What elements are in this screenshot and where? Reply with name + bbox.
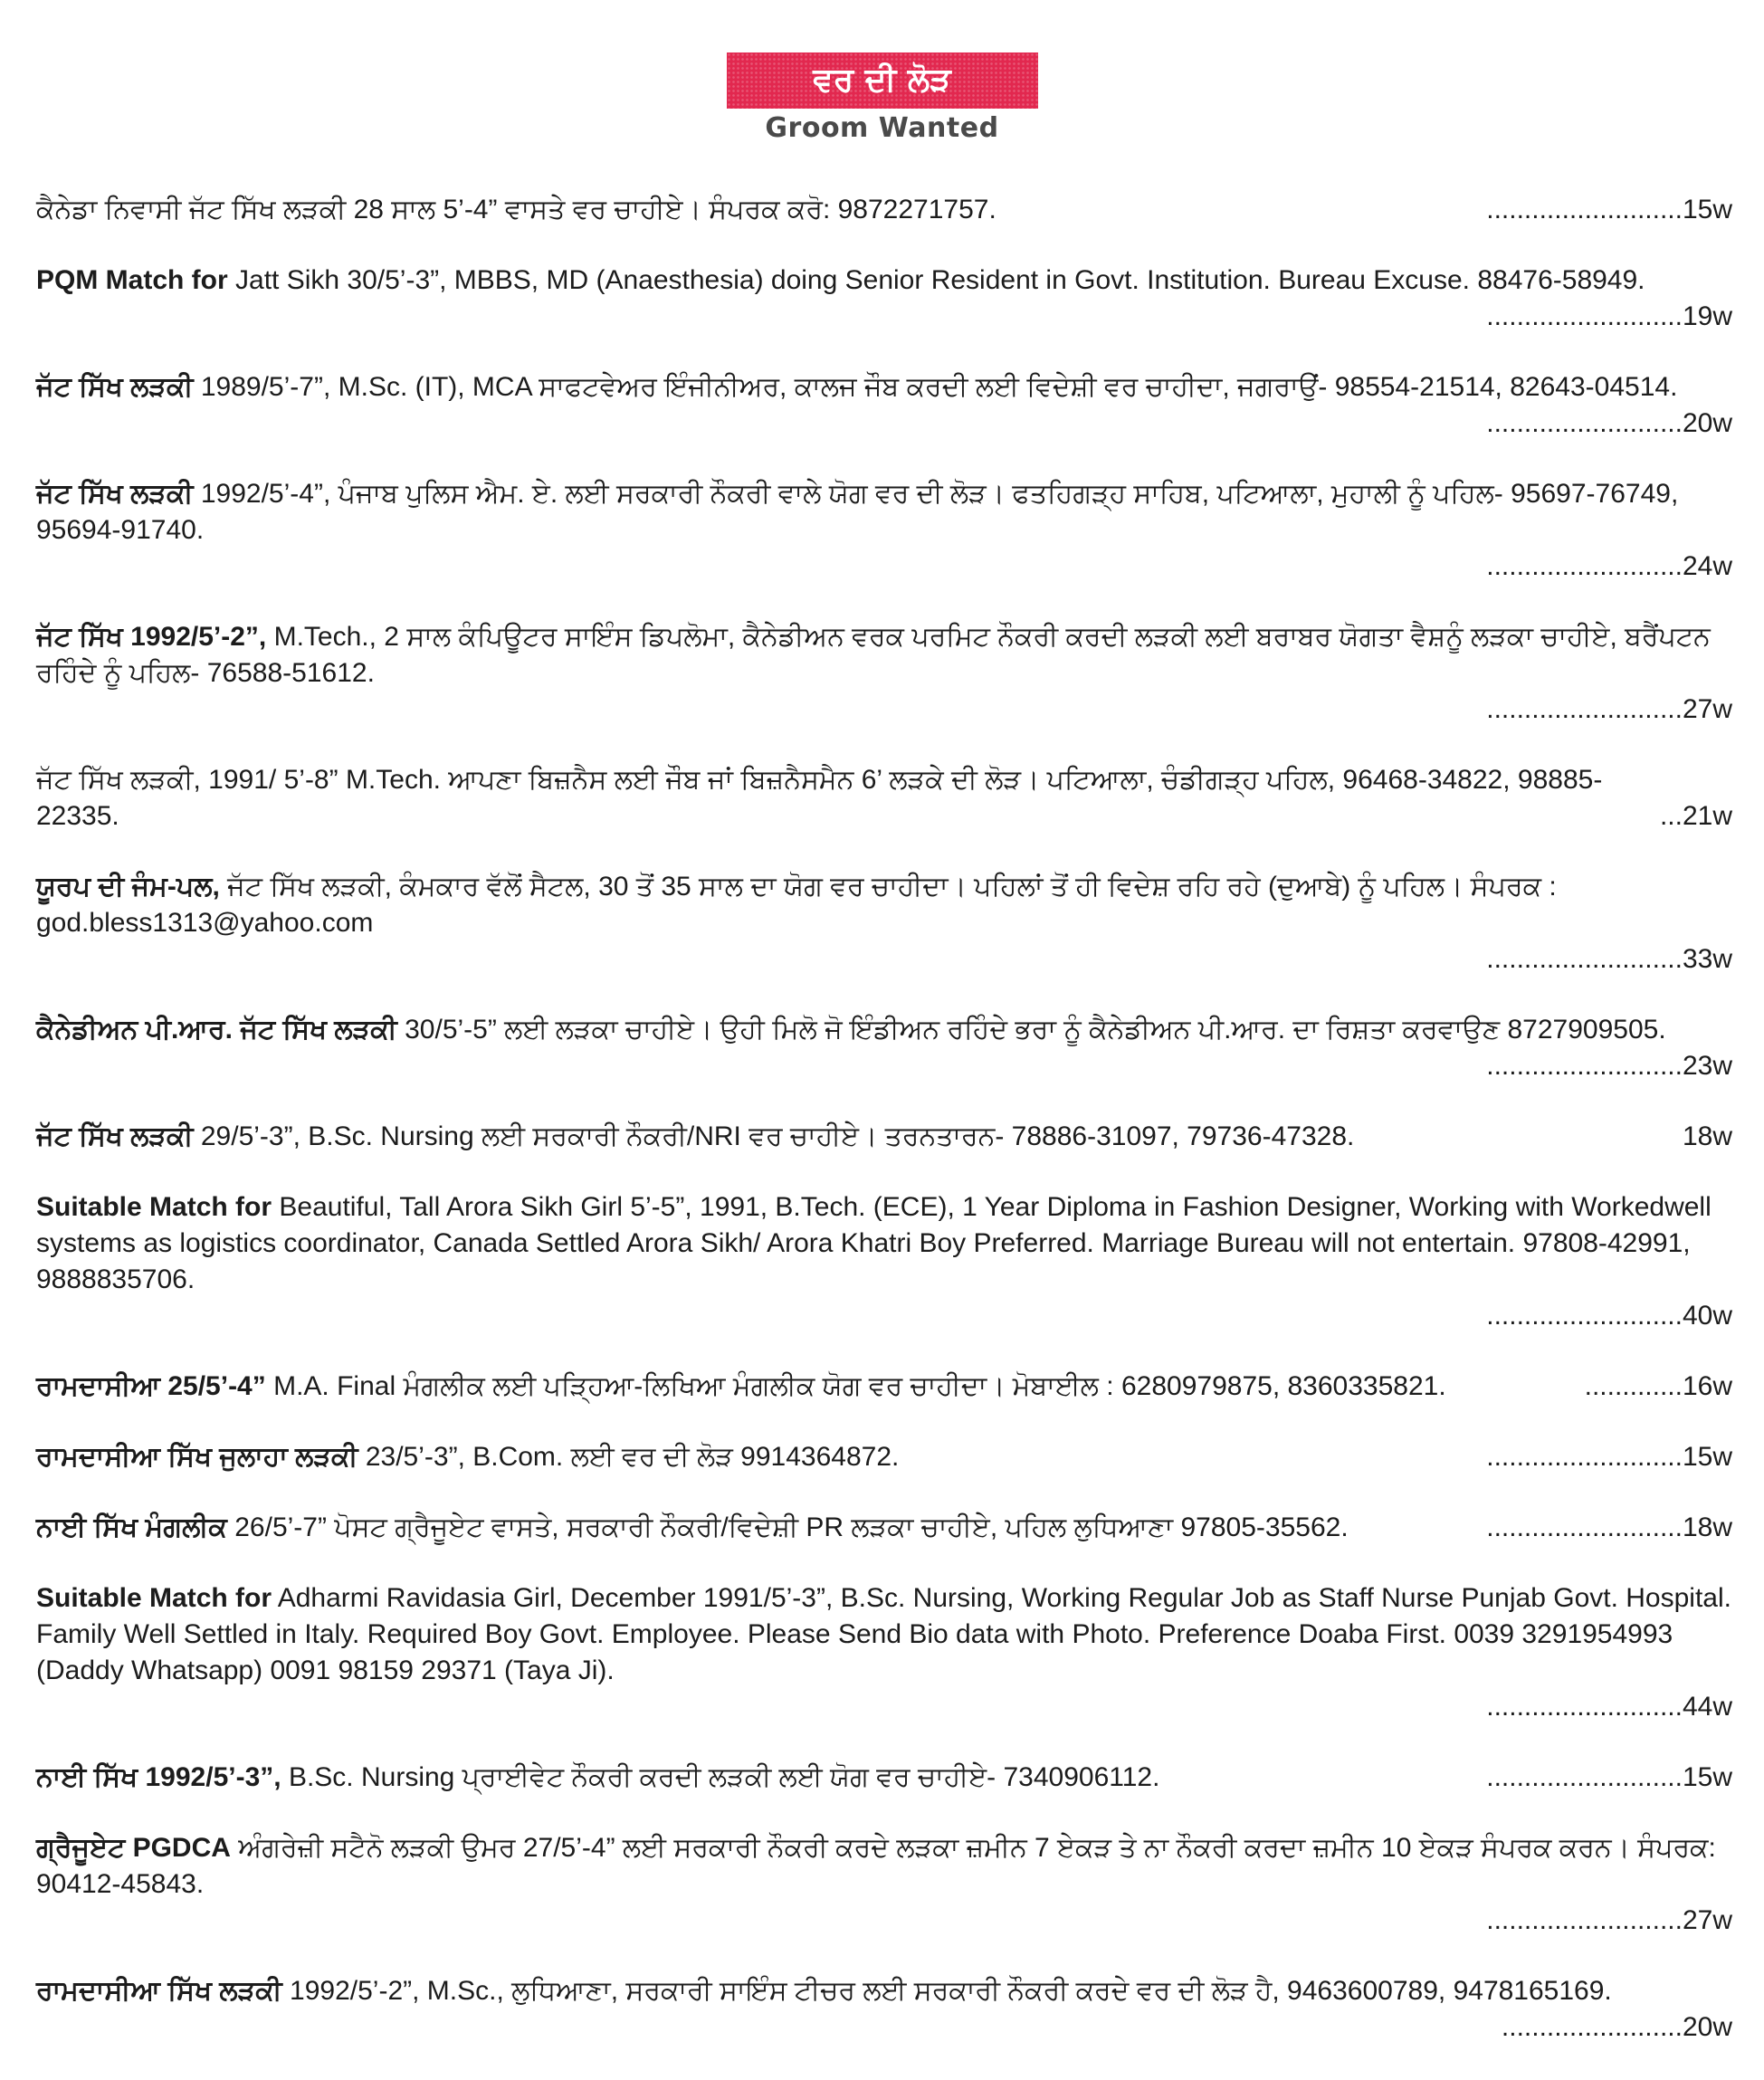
ad-text [36,1510,1475,1546]
ad-code: ..........................27w [1486,1905,1732,1935]
ad-body: Jatt Sikh 30/5’-3”, MBBS, MD (Anaesthesia) doing Senior Resident in Govt. Institution. Bureau Excuse. 88476-58949. [235,265,1645,295]
classified-ad [36,1439,1732,1475]
ad-lead: Suitable Match for [36,1192,272,1222]
ad-text [36,1012,1732,1048]
ad-lead: ਜੱਟ ਸਿੱਖ ਲੜਕੀ [36,1121,194,1151]
classified-ad [36,1012,1732,1084]
ad-lead: PQM Match for [36,265,228,295]
ad-lead: ਜੱਟ ਸਿੱਖ ਲੜਕੀ [36,479,194,509]
classified-ad [36,262,1732,335]
ad-code: ........................20w [1501,2012,1732,2042]
section-subtitle: Groom Wanted [765,112,999,144]
ad-text [36,1830,1732,1903]
ad-text [36,1580,1732,1689]
ad-text [36,762,1649,835]
ad-body: 26/5’-7” ਪੋਸਟ ਗ੍ਰੈਜੂਏਟ ਵਾਸਤੇ, ਸਰਕਾਰੀ ਨੌਕਰੀ/ਵਿਦੇਸ਼ੀ PR ਲੜਕਾ ਚਾਹੀਏ, ਪਹਿਲ ਲੁਧਿਆਣਾ 97805-35562. [234,1512,1349,1542]
ad-code: ...21w [1659,801,1732,831]
ad-body: ਅੰਗਰੇਜ਼ੀ ਸਟੈਨੋ ਲੜਕੀ ਉਮਰ 27/5’-4” ਲਈ ਸਰਕਾਰੀ ਨੌਕਰੀ ਕਰਦੇ ਲੜਕਾ ਜ਼ਮੀਨ 7 ਏਕੜ ਤੇ ਨਾ ਨੌਕਰੀ ਕਰਦਾ ਜ਼ਮੀਨ 10 ਏਕੜ ਸੰਪਰਕ ਕਰਨ। ਸੰਪਰਕ: 90412-45843. [36,1833,1716,1899]
ad-body: 30/5’-5” ਲਈ ਲੜਕਾ ਚਾਹੀਏ। ਉਹੀ ਮਿਲੋ ਜੋ ਇੰਡੀਅਨ ਰਹਿੰਦੇ ਭਰਾ ਨੂੰ ਕੈਨੇਡੀਅਨ ਪੀ.ਆਰ. ਦਾ ਰਿਸ਼ਤਾ ਕਰਵਾਉਣ 8727909505. [405,1015,1666,1045]
ad-text [36,869,1732,941]
ad-code: ..........................15w [1486,1442,1732,1472]
ad-body: M.Tech., 2 ਸਾਲ ਕੰਪਿਊਟਰ ਸਾਇੰਸ ਡਿਪਲੋਮਾ, ਕੈਨੇਡੀਅਨ ਵਰਕ ਪਰਮਿਟ ਨੌਕਰੀ ਕਰਦੀ ਲੜਕੀ ਲਈ ਬਰਾਬਰ ਯੋਗਤਾ ਵੈਸ਼ਨੂੰ ਲੜਕਾ ਚਾਹੀਏ, ਬਰੈਂਪਟਨ ਰਹਿੰਦੇ ਨੂੰ ਪਹਿਲ- 76588-51612. [36,622,1711,688]
ad-text [36,369,1732,406]
classified-ad [36,1973,1732,2046]
section-header [0,52,1764,144]
section-title-banner: ਵਰ ਦੀ ਲੋੜ [727,52,1038,109]
ad-lead: ਕੈਨੇਡੀਅਨ ਪੀ.ਆਰ. ਜੱਟ ਸਿੱਖ ਲੜਕੀ [36,1015,397,1045]
ad-body: 1989/5’-7”, M.Sc. (IT), MCA ਸਾਫਟਵੇਅਰ ਇੰਜੀਨੀਅਰ, ਕਾਲਜ ਜੌਬ ਕਰਦੀ ਲਈ ਵਿਦੇਸ਼ੀ ਵਰ ਚਾਹੀਦਾ, ਜਗਰਾਉਂ- 98554-21514, 82643-04514. [200,372,1678,402]
ad-code: ..........................33w [1486,944,1732,974]
ad-lead: ਰਾਮਦਾਸੀਆ ਸਿੱਖ ਲੜਕੀ [36,1976,282,2006]
ad-body: ਜੱਟ ਸਿੱਖ ਲੜਕੀ, ਕੰਮਕਾਰ ਵੱਲੋਂ ਸੈਟਲ, 30 ਤੋਂ 35 ਸਾਲ ਦਾ ਯੋਗ ਵਰ ਚਾਹੀਦਾ। ਪਹਿਲਾਂ ਤੋਂ ਹੀ ਵਿਦੇਸ਼ ਰਹਿ ਰਹੇ (ਦੁਆਬੇ) ਨੂੰ ਪਹਿਲ। ਸੰਪਰਕ : god.bless1313@yahoo.com [36,872,1557,938]
ad-text [36,1439,1475,1475]
ad-body: M.A. Final ਮੰਗਲੀਕ ਲਈ ਪੜ੍ਹਿਆ-ਲਿਖਿਆ ਮੰਗਲੀਕ ਯੋਗ ਵਰ ਚਾਹੀਦਾ। ਮੋਬਾਈਲ : 6280979875, 8360335821. [273,1371,1446,1401]
ad-text [36,262,1732,299]
ad-code: ..........................27w [1486,694,1732,724]
ad-text [36,1189,1732,1298]
ad-text [36,1973,1732,2009]
ad-code: ..........................23w [1486,1051,1732,1081]
classified-ad [36,869,1732,978]
ad-body: 29/5’-3”, B.Sc. Nursing ਲਈ ਸਰਕਾਰੀ ਨੌਕਰੀ/NRI ਵਰ ਚਾਹੀਏ। ਤਰਨਤਾਰਨ- 78886-31097, 79736-47328. [200,1121,1355,1151]
ad-lead: ਯੂਰਪ ਦੀ ਜੰਮ-ਪਲ, [36,872,220,902]
classified-ad [36,619,1732,728]
ad-body: Beautiful, Tall Arora Sikh Girl 5’-5”, 1991, B.Tech. (ECE), 1 Year Diploma in Fashion Designer, Working with Workedwell systems as logistics coordinator, Canada Settled Arora Sikh/ Arora Khatri Boy Preferred. Marriage Bureau will not entertain. 97808-42991, 9888835706. [36,1192,1712,1294]
ad-code: ..........................15w [1486,195,1732,224]
classified-ad [36,369,1732,442]
ad-code: 18w [1682,1121,1732,1151]
ad-text [36,192,1475,228]
ad-body: ਕੈਨੇਡਾ ਨਿਵਾਸੀ ਜੱਟ ਸਿੱਖ ਲੜਕੀ 28 ਸਾਲ 5’-4” ਵਾਸਤੇ ਵਰ ਚਾਹੀਏ। ਸੰਪਰਕ ਕਰੋ: 9872271757. [36,195,996,224]
classified-ad [36,476,1732,585]
classified-ad [36,1119,1732,1155]
ad-lead: ਰਾਮਦਾਸੀਆ 25/5’-4” [36,1371,266,1401]
classified-ad [36,1189,1732,1334]
ad-code: .............16w [1584,1371,1732,1401]
classified-ad [36,762,1732,835]
classified-ad [36,192,1732,228]
ad-lead: ਨਾਈ ਸਿੱਖ ਮੰਗਲੀਕ [36,1512,227,1542]
ad-code: ..........................15w [1486,1762,1732,1792]
ad-text [36,619,1732,692]
classified-ad [36,1760,1732,1796]
ad-code: ..........................24w [1486,551,1732,581]
ad-lead: ਰਾਮਦਾਸੀਆ ਸਿੱਖ ਜੁਲਾਹਾ ਲੜਕੀ [36,1442,358,1472]
ad-text [36,1369,1574,1405]
ad-code: ..........................20w [1486,408,1732,438]
classified-ad [36,1369,1732,1405]
classified-listings [36,192,1732,2080]
classified-ad [36,1510,1732,1546]
ad-lead: Suitable Match for [36,1583,272,1613]
ad-text [36,1760,1475,1796]
ad-text [36,476,1732,549]
ad-body: 23/5’-3”, B.Com. ਲਈ ਵਰ ਦੀ ਲੋੜ 9914364872. [365,1442,900,1472]
classified-ad [36,1580,1732,1725]
ad-body: 1992/5’-4”, ਪੰਜਾਬ ਪੁਲਿਸ ਐਮ. ਏ. ਲਈ ਸਰਕਾਰੀ ਨੌਕਰੀ ਵਾਲੇ ਯੋਗ ਵਰ ਦੀ ਲੋੜ। ਫਤਹਿਗੜ੍ਹ ਸਾਹਿਬ, ਪਟਿਆਲਾ, ਮੁਹਾਲੀ ਨੂੰ ਪਹਿਲ- 95697-76749, 95694-91740. [36,479,1679,545]
ad-lead: ਗ੍ਰੈਜੂਏਟ PGDCA [36,1833,231,1863]
ad-lead: ਨਾਈ ਸਿੱਖ 1992/5’-3”, [36,1762,281,1792]
ad-code: ..........................44w [1486,1692,1732,1722]
ad-body: ਜੱਟ ਸਿੱਖ ਲੜਕੀ, 1991/ 5’-8” M.Tech. ਆਪਣਾ ਬਿਜ਼ਨੈਸ ਲਈ ਜੌਬ ਜਾਂ ਬਿਜ਼ਨੈਸਮੈਨ 6’ ਲੜਕੇ ਦੀ ਲੋੜ। ਪਟਿਆਲਾ, ਚੰਡੀਗੜ੍ਹ ਪਹਿਲ, 96468-34822, 98885-22335. [36,765,1603,831]
ad-code: ..........................18w [1486,1512,1732,1542]
ad-code: ..........................19w [1486,301,1732,331]
ad-body: 1992/5’-2”, M.Sc., ਲੁਧਿਆਣਾ, ਸਰਕਾਰੀ ਸਾਇੰਸ ਟੀਚਰ ਲਈ ਸਰਕਾਰੀ ਨੌਕਰੀ ਕਰਦੇ ਵਰ ਦੀ ਲੋੜ ਹੈ, 9463600789, 9478165169. [290,1976,1612,2006]
ad-lead: ਜੱਟ ਸਿੱਖ 1992/5’-2”, [36,622,267,652]
classified-ad [36,1830,1732,1939]
ad-lead: ਜੱਟ ਸਿੱਖ ਲੜਕੀ [36,372,194,402]
ad-text [36,1119,1672,1155]
ad-body: B.Sc. Nursing ਪ੍ਰਾਈਵੇਟ ਨੌਕਰੀ ਕਰਦੀ ਲੜਕੀ ਲਈ ਯੋਗ ਵਰ ਚਾਹੀਏ- 7340906112. [288,1762,1160,1792]
ad-body: Adharmi Ravidasia Girl, December 1991/5’-3”, B.Sc. Nursing, Working Regular Job as Staff Nurse Punjab Govt. Hospital. Family Well Settled in Italy. Required Boy Govt. Employee. Please Send Bio data with Photo. Preference Doaba First. 0039 3291954993 (Daddy Whatsapp) 0091 98159 29371 (Taya Ji). [36,1583,1731,1685]
ad-code: ..........................40w [1486,1301,1732,1331]
